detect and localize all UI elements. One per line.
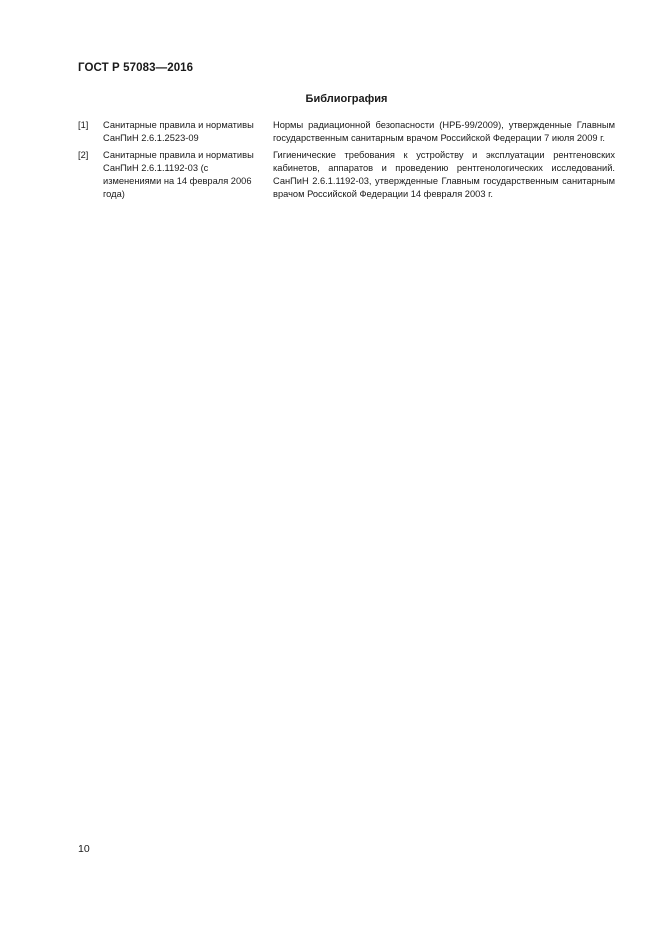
standard-code: ГОСТ Р 57083—2016	[78, 62, 194, 74]
bibliography-entry	[78, 149, 615, 201]
bibliography-entry	[78, 119, 615, 145]
page-number: 10	[78, 843, 90, 855]
entry-name: Санитарные правила и нормативы СанПиН 2.6.1.1192-03 (с изменениями на 14 февраля 2006 года)	[103, 150, 254, 199]
entry-number: [1]	[78, 120, 89, 130]
entry-description: Нормы радиационной безопасности (НРБ-99/2009), утвержденные Главным государственным санитарным врачом Российской Федерации 7 июля 2009 г.	[273, 120, 615, 143]
entry-name: Санитарные правила и нормативы СанПиН 2.6.1.2523-09	[103, 120, 254, 143]
section-title: Библиография	[305, 93, 388, 105]
entry-description: Гигиенические требования к устройству и эксплуатации рентгеновских кабинетов, аппаратов и проведению рентгенологических исследований. СанПиН 2.6.1.1192-03, утвержденные Главным государственным санитарным врачом Российской Федерации 14 февраля 2003 г.	[273, 150, 615, 199]
entry-number: [2]	[78, 150, 89, 160]
bibliography-list	[78, 119, 615, 205]
